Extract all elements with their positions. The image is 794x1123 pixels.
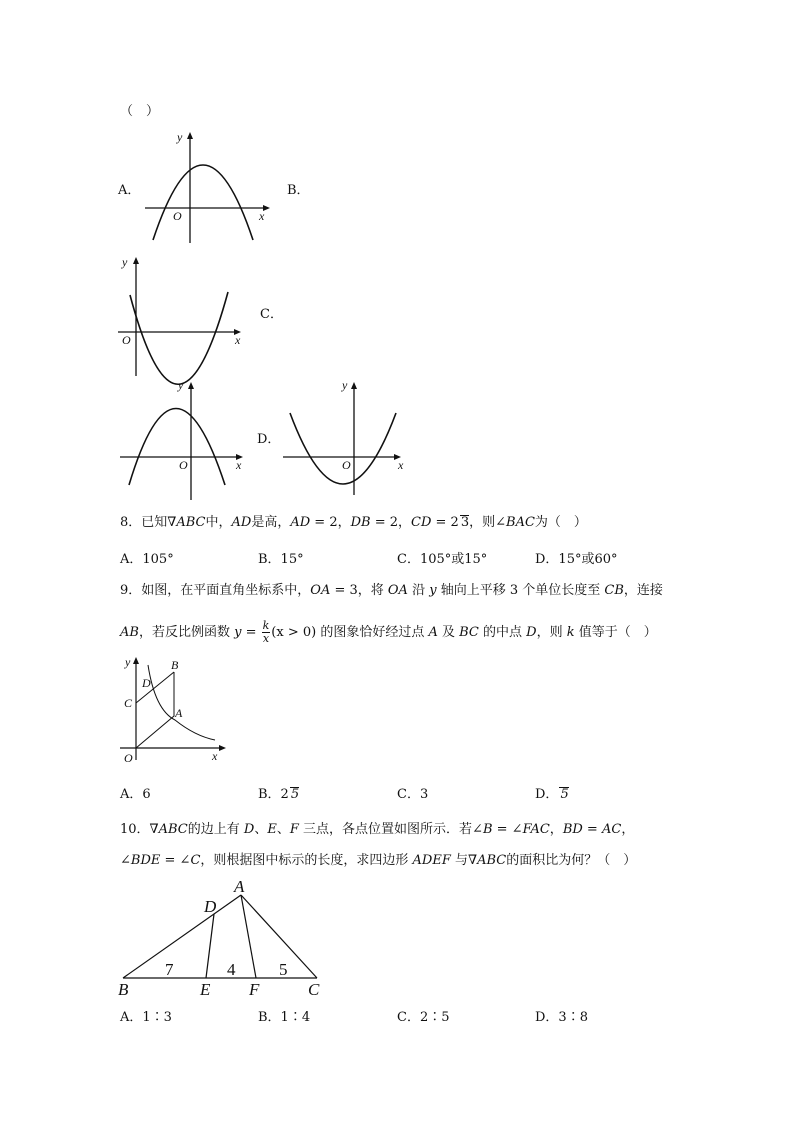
y-arrow-icon [188,382,194,389]
q10-option-d[interactable]: D．3∶8 [535,1010,588,1025]
origin-label: O [124,751,133,765]
x-arrow-icon [219,745,226,751]
fraction-k-over-x: $\frac{k}{x}$ [262,619,270,645]
q9-figure [115,650,240,768]
x-label: x [398,458,404,472]
q7-graph-c [115,375,255,505]
point-f-label: F [249,980,260,999]
point-a-label: A [175,706,183,720]
y-arrow-icon [133,257,139,264]
y-label: y [177,130,183,144]
q7-option-b-label[interactable]: B． [287,183,310,198]
origin-label: O [179,458,188,472]
q9-stem-line2: AB，若反比例函数 y = $\frac{k}{x}$ (x > 0) 的图象恰好经过点 A 及 BC 的中点 D，则 k 值等于（ ） [120,619,657,645]
q7-graph-a [135,125,275,250]
q10-stem-line1: 10．∇ABC的边上有 D、E、F 三点，各点位置如图所示．若∠B = ∠FAC，BD = AC， [120,822,635,837]
point-d-label: D [204,897,217,916]
y-label: y [178,378,184,392]
q10-figure [115,875,335,1003]
point-e-label: E [200,980,211,999]
hyperbola-curve [148,665,215,740]
y-label: y [122,255,128,269]
q8-option-b[interactable]: B．15° [258,552,304,567]
parabola-curve [130,292,228,384]
q10-option-c[interactable]: C．2∶5 [397,1010,450,1025]
length-be-label: 7 [165,960,174,979]
segment-oa [136,716,174,748]
q7-option-a-label[interactable]: A． [118,183,141,198]
y-arrow-icon [187,132,193,139]
q9-option-c[interactable]: C．3 [397,787,429,802]
segment-de [206,914,214,978]
origin-label: O [342,458,351,472]
q10-option-a[interactable]: A．1∶3 [120,1010,172,1025]
q9-option-a[interactable]: A．6 [120,787,151,802]
length-fc-label: 5 [279,960,288,979]
length-ef-label: 4 [227,960,236,979]
q7-graph-d [278,375,418,505]
q9-option-d[interactable]: D． 5 [535,787,569,802]
q8-option-a[interactable]: A．105° [120,552,174,567]
q8-option-d[interactable]: D．15°或60° [535,552,618,567]
x-label: x [235,333,241,347]
q8-option-c[interactable]: C．105°或15° [397,552,488,567]
y-label: y [342,378,348,392]
x-label: x [259,209,265,223]
q10-stem-line2: ∠BDE = ∠C，则根据图中标示的长度，求四边形 ADEF 与∇ABC的面积比为何？（ ） [120,853,637,868]
point-b-label: B [171,658,179,672]
segment-af [241,895,256,978]
segment-ab [123,895,241,978]
parabola-curve [290,413,396,484]
origin-label: O [122,333,131,347]
sqrt-symbol: 5 [290,787,300,802]
origin-label: O [173,209,182,223]
parabola-curve [153,165,253,240]
point-c-label: C [124,696,133,710]
q9-option-b[interactable]: B．2 5 [258,787,300,802]
point-d-label: D [142,676,151,690]
sqrt-symbol: 3 [460,515,470,530]
sqrt-symbol: 5 [560,787,569,802]
y-arrow-icon [133,657,139,664]
x-label: x [236,458,242,472]
q8-stem: 8．已知∇ABC中，AD是高，AD = 2，DB = 2，CD = 2 3，则∠BAC为（ ） [120,515,587,530]
parabola-curve [129,409,225,486]
q7-option-d-label[interactable]: D． [257,432,281,447]
y-arrow-icon [351,382,357,389]
y-label: y [125,655,131,669]
q7-paren: （ ） [120,104,160,119]
q7-option-c-label[interactable]: C． [260,307,283,322]
q10-option-b[interactable]: B．1∶4 [258,1010,311,1025]
point-a-label: A [234,877,245,896]
point-b-label: B [118,980,129,999]
x-label: x [212,749,218,763]
q7-graph-b [110,250,250,380]
q9-stem-line1: 9．如图，在平面直角坐标系中，OA = 3，将 OA 沿 y 轴向上平移 3 个单位长度至 CB，连接 [120,583,663,598]
point-c-label: C [308,980,320,999]
